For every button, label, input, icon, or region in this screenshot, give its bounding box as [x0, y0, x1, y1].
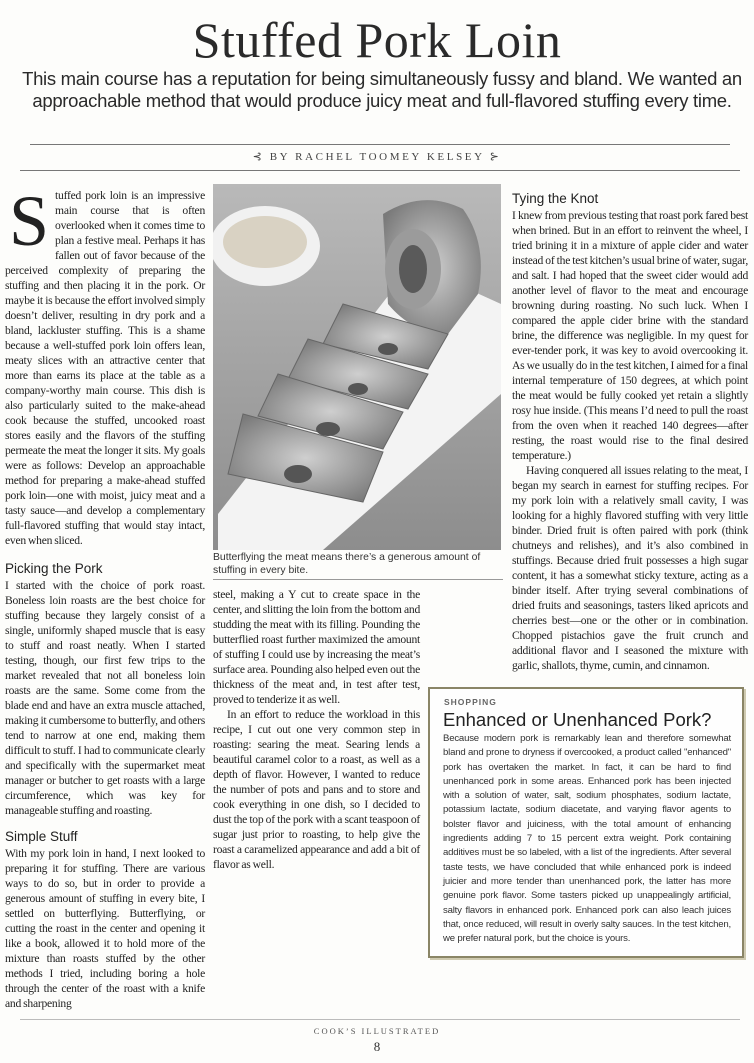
- paragraph: I started with the choice of pork roast. Boneless loin roasts are the best choice for stuffing because they largely consist of a single, uniformly shaped muscle that is easy to stuff and roast neatly. When I started testing, though, our first few trips to the market revealed that not all boneless loin roasts are the same. Some come from the blade end and have an extra muscle attached, making it cumbersome to butterfly, and others tend to narrow at one end, making them difficult to stuff. I had to communicate clearly and specifically with the supermarket meat manager or butcher to get roasts with a large circumference, which was key for manageable stuffing and roasting.: [5, 579, 205, 817]
- heading-picking-the-pork: Picking the Pork: [5, 561, 103, 576]
- paragraph: With my pork loin in hand, I next looked to preparing it for stuffing. There are various ways to do so, but in order to provide a generous amount of stuffing in every bite, I settled on butterflying. Butterflying, or cutting the roast in the center and opening it like a book, allowed it to hold more of the mixture than roasts stuffed by the other methods I tried, including boring a hole through the center of the roast with a knife and sharpening: [5, 847, 205, 1010]
- sidebar-body: Because modern pork is remarkably lean and therefore somewhat bland and prone to dryness if overcooked, a product called "enhanced" pork has overtaken the market. In fact, it can be hard to find unenhanced pork in some areas. Enhanced pork has been injected with a solution of water, salt, sodium phosphates, sodium lactate, potassium lactate, sodium diacetate, and varying flavor agents to bolster flavor and juiciness, with the total amount of enhancing ingredients adding 7 to 15 percent extra weight. Pork containing additives must be so labeled, with a list of the ingredients. After several taste tests, we have concluded that while enhanced pork is indeed juicier and more tender than unenhanced pork, the latter has more genuine pork flavor. Some tasters picked up unappealingly artificial, salty flavors in enhanced pork. Enhanced pork can also leach juices that, once reduced, will result in overly salty sauces. In the test kitchen, we prefer natural pork, but the choice is yours.: [443, 733, 731, 945]
- sidebar-heading: Enhanced or Unenhanced Pork?: [443, 709, 712, 730]
- paragraph: I knew from previous testing that roast pork fared best when brined. But in an effort to reinvent the wheel, I tried brining it in a mixture of apple cider and water instead of the test kitchen’s usual brine of water, sugar, and salt. I had hoped that the sweet cider would add another level of flavor to the meat and encourage browning during roasting. No such luck. When I compared the apple cider brine with the standard brine, the difference was negligible. In my quest for ever-tender pork, it was key to avoid overcooking it. As we usually do in the test kitchen, I aimed for a final internal temperature of 150 degrees, at which point the meat would be fully cooked yet retain a slightly rosy hue inside. (This means I’d need to pull the roast from the oven when it reached 140 degrees—after resting, the roast would rise to the final desired temperature.): [512, 209, 748, 462]
- article-title: Stuffed Pork Loin: [192, 12, 562, 68]
- byline-rule-top: [30, 144, 730, 145]
- column-2: [213, 587, 420, 872]
- drop-cap: S: [9, 181, 50, 261]
- column-3: [512, 190, 748, 673]
- intro-paragraph: Stuffed pork loin is an impressive main course that is often overlooked when it comes time to plan a festive meal. Perhaps it has fallen out of favor because of the perceived complexity of preparing the stuffing and then placing it in the pork. Or maybe it is because the effort involved simply doesn’t deliver, resulting in dry pork and a bland, lackluster stuffing. This is a shame because a well-stuffed pork loin offers lean, meaty slices with an attractive center that more than earns its place at the table as a company-worthy main course. This dish is also particularly suited to the make-ahead cook because the stuffed, uncooked roast stores easily and the flavors of the stuffing permeate the meat the longer it sits. My goals were as follows: Develop an approachable method for preparing a make-ahead stuffed pork loin—one with moist, juicy meat and a tasty sauce—and develop a complementary full-flavored stuffing that would stay intact, even when sliced.: [5, 181, 205, 547]
- sidebar-kicker: SHOPPING: [444, 697, 497, 707]
- footer-rule: [20, 1019, 740, 1020]
- page-number: 8: [373, 1039, 381, 1054]
- photo-caption: Butterflying the meat means there’s a generous amount of stuffing in every bite.: [213, 552, 481, 576]
- shopping-sidebar: [428, 687, 744, 958]
- column-1: [5, 181, 205, 1011]
- heading-tying-the-knot: Tying the Knot: [512, 191, 599, 206]
- publication-name: COOK’S ILLUSTRATED: [313, 1026, 441, 1036]
- byline-rule-bottom: [20, 170, 740, 171]
- paragraph: steel, making a Y cut to create space in the center, and slitting the loin from the bottom and studding the meat with its filling. Pounding the butterflied roast further maximized the amount of stuffing I could use by increasing the meat’s surface area. Pounding also helped even out the thickness of the meat and, in test after test, proved to tenderize it as well.: [213, 588, 420, 706]
- paragraph: Having conquered all issues relating to the meat, I began my search in earnest for stuffing recipes. For my pork loin with a relatively small cavity, I was looking for a highly flavored stuffing with very little binder. Dried fruit is often paired with pork (think chutneys and relishes), and it’s also combined in stuffings. Because dried fruit possesses a high sugar content, it has a somewhat sticky texture, acting as a binder itself. After trying several combinations of dried fruits and seasonings, tasters liked apricots and cherries best—one or the other or in combination. Chopped pistachios gave the fruit crunch and additional flavor and I seasoned the mixture with garlic, shallots, thyme, cumin, and cinnamon.: [512, 464, 748, 672]
- byline: ⊰ BY RACHEL TOOMEY KELSEY ⊱: [252, 151, 502, 163]
- heading-simple-stuff: Simple Stuff: [5, 829, 78, 844]
- article-dek: This main course has a reputation for being simultaneously fussy and bland. We wanted an approachable method that would produce juicy meat and full-flavored stuffing every time.: [22, 68, 742, 111]
- paragraph: In an effort to reduce the workload in this recipe, I cut out one very common step in roasting: searing the meat. Searing lends a beautiful caramel color to a roast, as well as a depth of flavor. However, I wanted to reduce the number of pots and pans and to store and cook everything in one dish, so I decided to dust the top of the pork with a scant teaspoon of sugar just prior to roasting, to help give the roast a caramelized appearance and add a bit of flavor as well.: [213, 708, 420, 871]
- right-block: [428, 190, 748, 958]
